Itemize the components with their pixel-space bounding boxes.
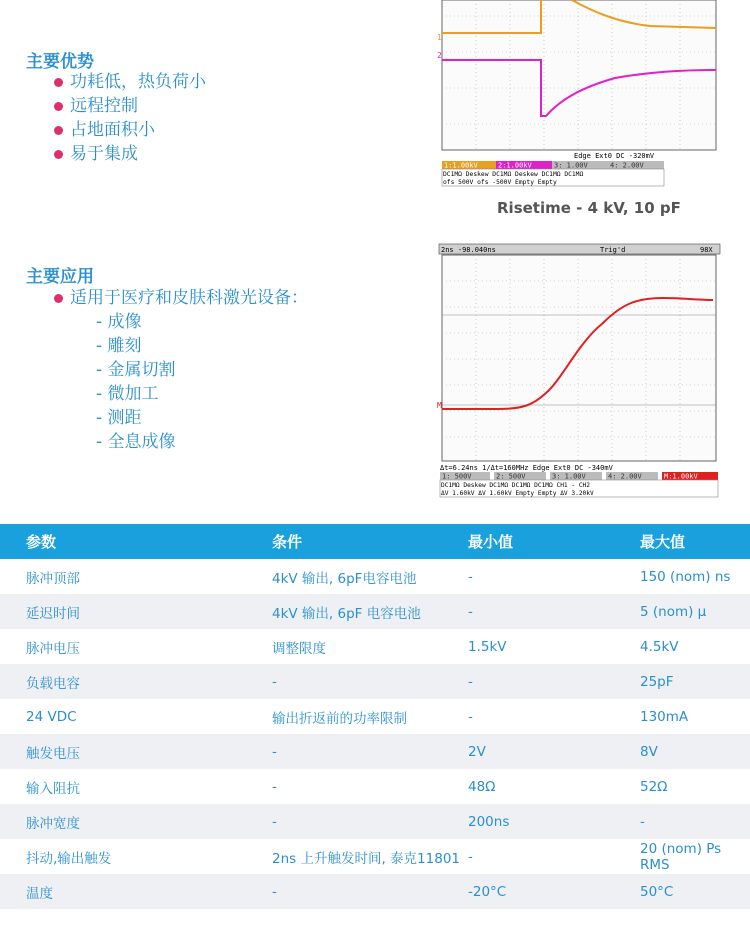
scope2-header-left: 2ns -98.040ns (441, 246, 496, 254)
sublist-item: - 测距 (96, 408, 142, 428)
cell-condition: 2ns 上升触发时间, 泰克11801 (272, 850, 460, 867)
cell-min: - (468, 848, 473, 865)
scope2-header-right: 98X (700, 246, 713, 254)
scope2-math: M:1.00kV (664, 472, 698, 481)
table-row (0, 839, 750, 874)
spec-table (0, 524, 750, 909)
scope1-ch1: 1:1.00kV (444, 161, 478, 170)
column-header-min: 最小值 (468, 524, 640, 559)
scope2-ch4: 4: 2.00V (608, 472, 642, 481)
list-item: 易于集成 (52, 142, 206, 166)
cell-condition: 调整限度 (272, 640, 326, 657)
scope1-caption: Risetime - 4 kV, 10 pF (497, 199, 681, 217)
bullet-dot-icon (54, 102, 63, 111)
cell-min: -20°C (468, 874, 640, 909)
marker-2: 2 (437, 51, 442, 60)
cell-min: - (468, 594, 640, 629)
marker-m: M (437, 401, 442, 410)
cell-condition: 输出折返前的功率限制 (272, 710, 407, 727)
cell-parameter: 抖动,输出触发 (26, 850, 112, 867)
table-row (0, 874, 750, 909)
cell-parameter: 脉冲电压 (26, 640, 80, 657)
list-item: 占地面积小 (52, 118, 206, 142)
cell-parameter: 温度 (0, 874, 272, 909)
table-row (0, 804, 750, 839)
table-header-row (0, 524, 750, 559)
bullet-dot-icon (54, 150, 63, 159)
scope2-ch2: 2: 500V (496, 472, 526, 481)
table-row (0, 699, 750, 734)
sublist-item: - 微加工 (96, 384, 159, 404)
scope1-row2: DC1MΩ Deskew DC1MΩ Deskew DC1MΩ DC1MΩ (443, 171, 584, 178)
cell-max: 150 (nom) ns (640, 568, 731, 585)
cell-condition: 4kV 输出, 6pF 电容电池 (272, 594, 468, 629)
cell-parameter: 24 VDC (26, 708, 77, 725)
marker-1: 1 (437, 33, 442, 42)
applications-title: 主要应用 (26, 267, 94, 287)
applications-list (52, 286, 308, 310)
cell-min: 1.5kV (468, 638, 507, 655)
table-row (0, 664, 750, 699)
bullet-dot-icon (54, 294, 63, 303)
sublist-item: - 成像 (96, 312, 142, 332)
oscilloscope-screenshot-risetime (437, 0, 720, 190)
advantages-title: 主要优势 (26, 52, 94, 72)
list-item: 远程控制 (52, 94, 206, 118)
table-row (0, 629, 750, 664)
cell-condition: - (272, 664, 468, 699)
cell-max: 130mA (640, 708, 689, 725)
sublist-item: - 雕刻 (96, 336, 142, 356)
scope2-row3: ΔV 1.60kV ΔV 1.60kV Empty Empty ΔV 3.20kV (441, 490, 594, 497)
list-item: 功耗低，热负荷小 (52, 70, 206, 94)
cell-max: 25pF (640, 664, 750, 699)
scope2-status: Δt=6.24ns 1/Δt=160MHz Edge Ext0 DC -340mV (440, 464, 613, 472)
table-row (0, 594, 750, 629)
cell-parameter: 触发电压 (0, 734, 272, 769)
scope2-ch1: 1: 500V (442, 472, 472, 481)
scope2-row2: DC1MΩ Deskew DC1MΩ DC1MΩ DC1MΩ CH1 - CH2 (441, 482, 591, 489)
cell-parameter: 负载电容 (0, 664, 272, 699)
cell-condition: - (272, 734, 468, 769)
column-header-parameter: 参数 (0, 524, 272, 559)
sublist-item: - 全息成像 (96, 432, 176, 452)
cell-max: 52Ω (640, 778, 668, 795)
scope1-status: Edge Ext0 DC -320mV (574, 152, 655, 160)
advantages-list (52, 70, 206, 166)
cell-min: - (468, 708, 473, 725)
column-header-condition: 条件 (272, 524, 468, 559)
cell-max: - (640, 804, 750, 839)
table-row (0, 559, 750, 594)
bullet-dot-icon (54, 78, 63, 87)
cell-condition: - (272, 778, 277, 795)
table-row (0, 769, 750, 804)
cell-max: 50°C (640, 874, 750, 909)
scope2-header-mid: Trig'd (600, 246, 626, 254)
cell-min: 2V (468, 734, 640, 769)
cell-min: 200ns (468, 804, 640, 839)
cell-condition: 4kV 输出, 6pF电容电池 (272, 570, 417, 587)
applications-sublist (96, 310, 176, 454)
cell-min: - (468, 568, 473, 585)
cell-max: 4.5kV (640, 638, 679, 655)
cell-condition: - (272, 804, 468, 839)
scope1-ch2: 2:1.00kV (498, 161, 532, 170)
cell-max: 8V (640, 734, 750, 769)
scope1-ch3: 3: 1.00V (554, 161, 588, 170)
cell-condition: - (272, 874, 468, 909)
cell-max: 5 (nom) μ (640, 594, 750, 629)
cell-parameter: 脉冲宽度 (0, 804, 272, 839)
scope1-ch4: 4: 2.00V (610, 161, 644, 170)
cell-parameter: 延迟时间 (0, 594, 272, 629)
list-item: 适用于医疗和皮肤科激光设备： (52, 286, 308, 310)
sublist-item: - 金属切割 (96, 360, 176, 380)
column-header-max: 最大值 (640, 524, 750, 559)
scope2-ch3: 3: 1.00V (552, 472, 586, 481)
scope1-row3: ofs 500V ofs -500V Empty Empty (443, 179, 557, 186)
cell-parameter: 脉冲顶部 (26, 570, 80, 587)
cell-min: 48Ω (468, 778, 496, 795)
bullet-dot-icon (54, 126, 63, 135)
table-row (0, 734, 750, 769)
cell-parameter: 输入阻抗 (26, 780, 80, 797)
cell-min: - (468, 664, 640, 699)
cell-max: 20 (nom) Ps RMS (640, 840, 722, 873)
oscilloscope-screenshot-zoom (438, 243, 721, 499)
